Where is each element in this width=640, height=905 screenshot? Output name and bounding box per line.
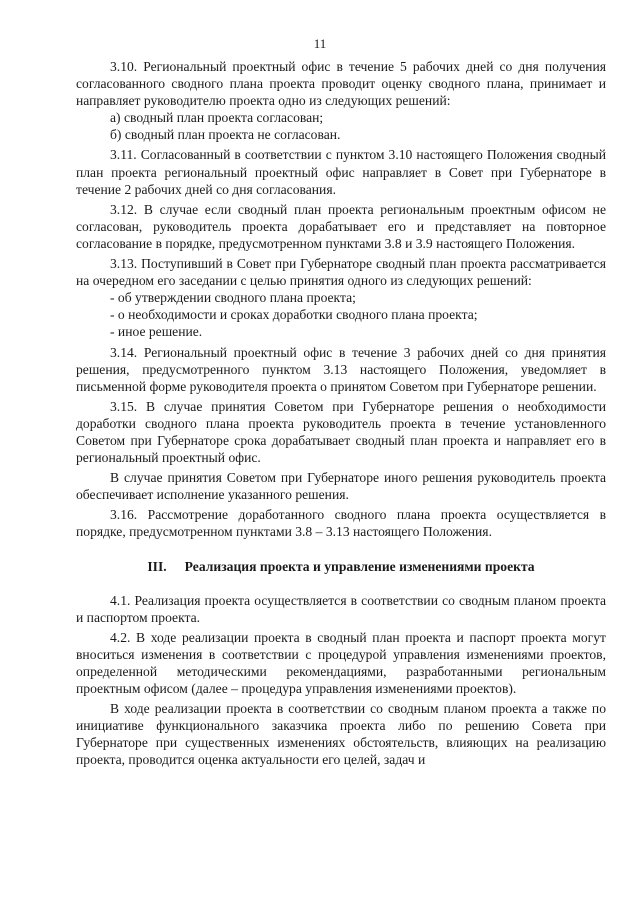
list-item: - о необходимости и сроках доработки сводного плана проекта; bbox=[110, 307, 478, 323]
paragraph-3-11: 3.11. Согласованный в соответствии с пунктом 3.10 настоящего Положения сводный план проекта региональный проектный офис направляет в Совет при Губернаторе в течение 2 рабочих дней со дня согласования. bbox=[76, 147, 606, 197]
section-heading bbox=[76, 558, 606, 575]
section-number: III. bbox=[147, 558, 167, 574]
list-item: а) сводный план проекта согласован; bbox=[110, 110, 324, 126]
list-item: б) сводный план проекта не согласован. bbox=[110, 127, 341, 143]
paragraph-4-2: 4.2. В ходе реализации проекта в сводный план проекта и паспорт проекта могут вноситься изменения в соответствии с процедурой управления изменениями проектов, определенной методическими рекомендациями, разработанными региональным проектным офисом (далее – процедура управления изменениями проектов). bbox=[76, 629, 606, 697]
section-title: Реализация проекта и управление изменениями проекта bbox=[184, 558, 535, 574]
list-item: - об утверждении сводного плана проекта; bbox=[110, 290, 356, 306]
paragraph-3-13: 3.13. Поступивший в Совет при Губернаторе сводный план проекта рассматривается на очередном его заседании с целью принятия одного из следующих решений: bbox=[76, 256, 606, 289]
list-item: - иное решение. bbox=[110, 324, 203, 340]
paragraph-3-10: 3.10. Региональный проектный офис в течение 5 рабочих дней со дня получения согласованного сводного плана проекта проводит оценку сводного плана, принимает и направляет руководителю проекта одно из следующих решений: bbox=[76, 59, 606, 109]
paragraph-4-2-continued: В ходе реализации проекта в соответствии со сводным планом проекта а также по инициативе функционального заказчика проекта либо по решению Совета при Губернаторе при существенных изменениях обстоятельств, влияющих на реализацию проекта, проводится оценка актуальности его целей, задач и bbox=[76, 701, 606, 768]
paragraph-3-15-continued: В случае принятия Советом при Губернаторе иного решения руководитель проекта обеспечивает исполнение указанного решения. bbox=[76, 470, 606, 503]
document-body bbox=[76, 58, 606, 769]
paragraph-4-1: 4.1. Реализация проекта осуществляется в соответствии со сводным планом проекта и паспортом проекта. bbox=[76, 592, 606, 625]
paragraph-3-12: 3.12. В случае если сводный план проекта региональным проектным офисом не согласован, руководитель проекта дорабатывает его и представляет на повторное согласование в порядке, предусмотренном пунктами 3.8 и 3.9 настоящего Положения. bbox=[76, 201, 606, 251]
page-number: 11 bbox=[313, 36, 327, 51]
paragraph-3-16: 3.16. Рассмотрение доработанного сводного плана проекта осуществляется в порядке, предусмотренном пунктами 3.8 – 3.13 настоящего Положения. bbox=[76, 507, 606, 540]
paragraph-3-15: 3.15. В случае принятия Советом при Губернаторе решения о необходимости доработки сводного плана проекта руководитель проекта в течение установленного Советом при Губернаторе срока дорабатывает сводный план проекта и направляет его в региональный проектный офис. bbox=[76, 398, 606, 466]
paragraph-3-14: 3.14. Региональный проектный офис в течение 3 рабочих дней со дня принятия решения, предусмотренного пунктом 3.13 настоящего Положения, уведомляет в письменной форме руководителя проекта о принятом Советом при Губернаторе решении. bbox=[76, 344, 606, 394]
